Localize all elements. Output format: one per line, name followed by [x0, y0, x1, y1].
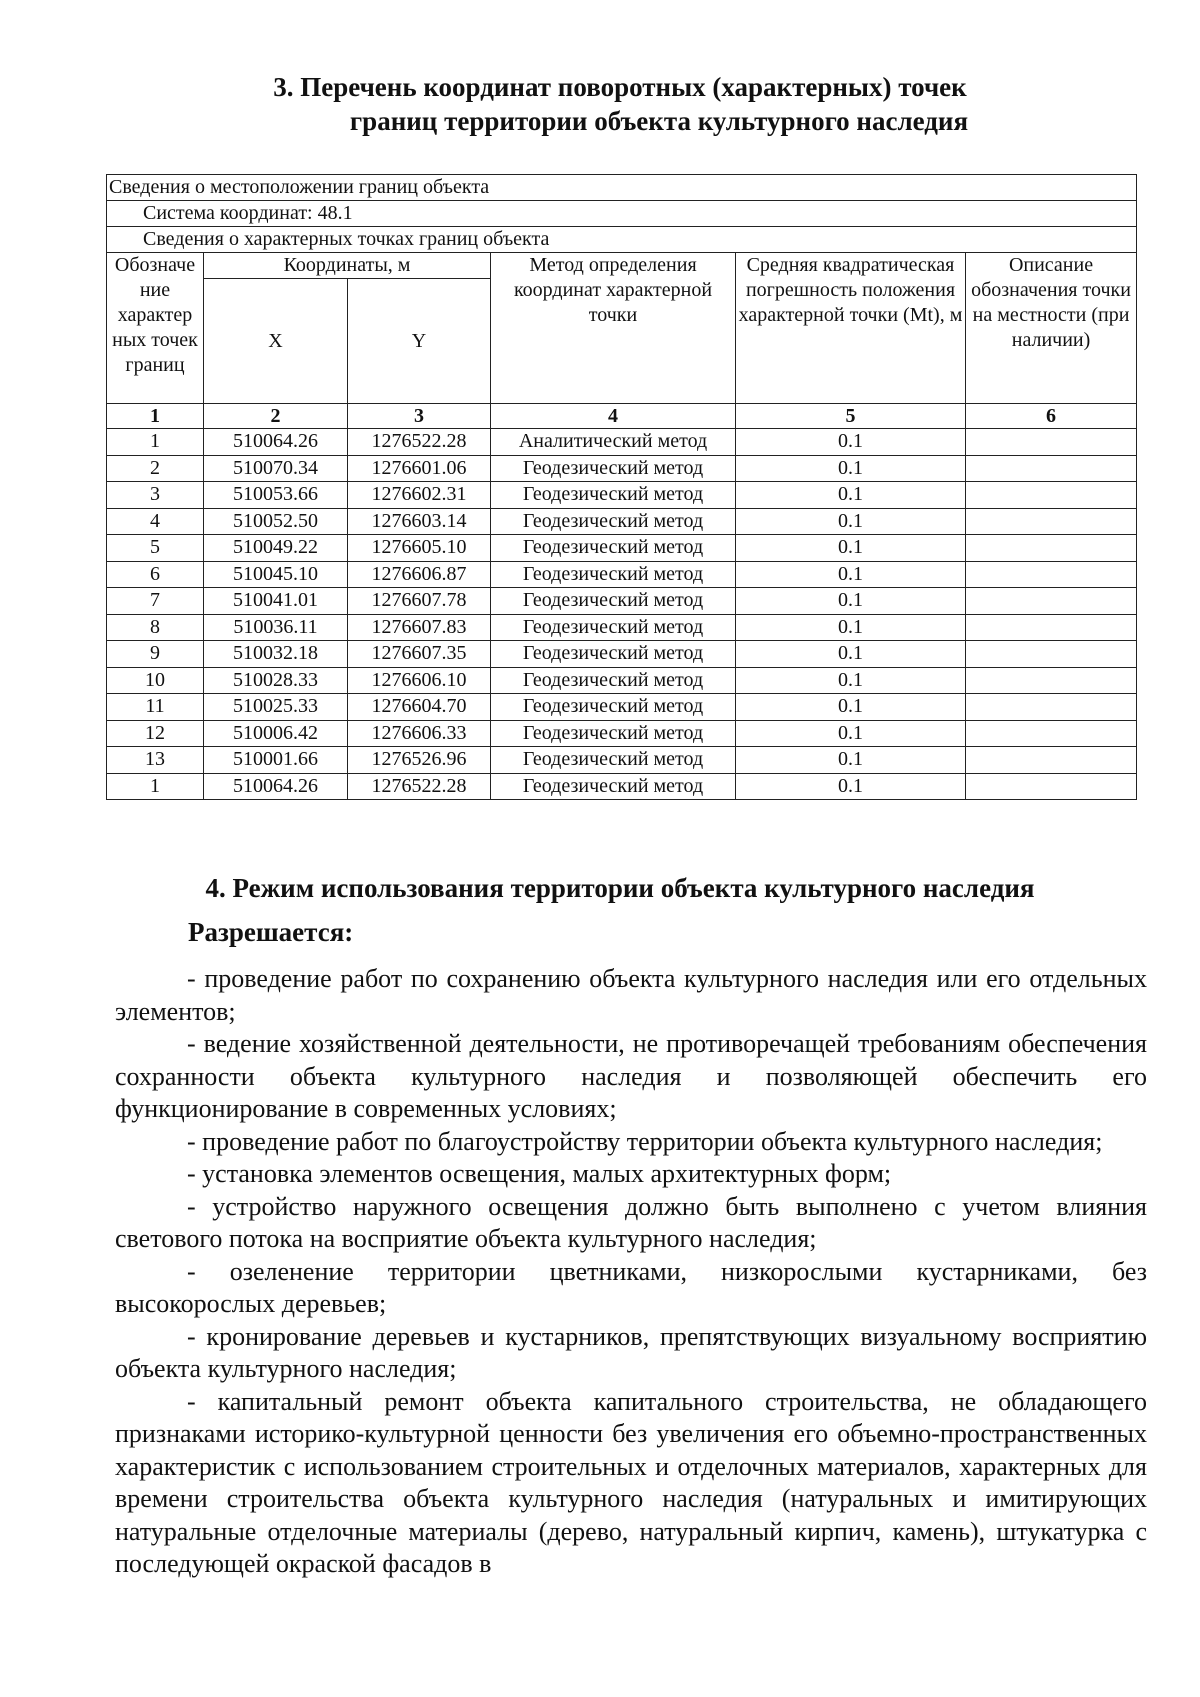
cell-method: Геодезический метод: [491, 641, 736, 668]
header-error: Средняя квадратическая погрешность положения характерной точки (Mt), м: [736, 253, 966, 404]
table-row: [107, 508, 1137, 535]
cell-x: 510045.10: [204, 561, 348, 588]
table-info-coord-system: Система координат: 48.1: [107, 201, 1137, 227]
allowed-item: - проведение работ по сохранению объекта культурного наследия или его отдельных элементов;: [115, 964, 1147, 1026]
cell-y: 1276602.31: [348, 482, 491, 509]
table-row: [107, 614, 1137, 641]
cell-desc: [966, 455, 1137, 482]
table-row: [107, 720, 1137, 747]
coordinates-table: [106, 174, 1137, 800]
cell-y: 1276607.35: [348, 641, 491, 668]
header-method: Метод определения координат характерной точки: [491, 253, 736, 404]
table-row: [107, 455, 1137, 482]
cell-desc: [966, 667, 1137, 694]
cell-desc: [966, 747, 1137, 774]
allowed-item: - ведение хозяйственной деятельности, не противоречащей требованиям обеспечения сохранности объекта культурного наследия и позволяющей обеспечить его функционирование в современных условиях;: [115, 1029, 1147, 1123]
cell-x: 510049.22: [204, 535, 348, 562]
cell-desc: [966, 535, 1137, 562]
cell-y: 1276526.96: [348, 747, 491, 774]
cell-desc: [966, 641, 1137, 668]
cell-y: 1276604.70: [348, 694, 491, 721]
column-number: 4: [491, 404, 736, 429]
cell-mt: 0.1: [736, 667, 966, 694]
table-info-location: Сведения о местоположении границ объекта: [107, 175, 1137, 201]
cell-mt: 0.1: [736, 773, 966, 800]
cell-point: 4: [107, 508, 204, 535]
cell-x: 510006.42: [204, 720, 348, 747]
cell-point: 11: [107, 694, 204, 721]
cell-mt: 0.1: [736, 455, 966, 482]
cell-x: 510028.33: [204, 667, 348, 694]
cell-point: 13: [107, 747, 204, 774]
table-row: [107, 588, 1137, 615]
cell-desc: [966, 614, 1137, 641]
cell-x: 510025.33: [204, 694, 348, 721]
cell-x: 510053.66: [204, 482, 348, 509]
section3-title-line1: 3. Перечень координат поворотных (характерных) точек: [273, 72, 967, 102]
table-info-points: Сведения о характерных точках границ объекта: [107, 227, 1137, 253]
cell-x: 510032.18: [204, 641, 348, 668]
cell-desc: [966, 773, 1137, 800]
cell-method: Геодезический метод: [491, 508, 736, 535]
cell-method: Аналитический метод: [491, 429, 736, 456]
cell-method: Геодезический метод: [491, 482, 736, 509]
allowed-item: - установка элементов освещения, малых архитектурных форм;: [187, 1159, 892, 1188]
cell-y: 1276605.10: [348, 535, 491, 562]
table-row: [107, 535, 1137, 562]
table-row: [107, 429, 1137, 456]
cell-point: 3: [107, 482, 204, 509]
cell-x: 510070.34: [204, 455, 348, 482]
cell-mt: 0.1: [736, 588, 966, 615]
cell-method: Геодезический метод: [491, 773, 736, 800]
column-number: 2: [204, 404, 348, 429]
section3-title-line2: границ территории объекта культурного наследия: [349, 106, 969, 136]
allowed-list: [115, 963, 1147, 1581]
cell-mt: 0.1: [736, 508, 966, 535]
cell-x: 510001.66: [204, 747, 348, 774]
cell-y: 1276603.14: [348, 508, 491, 535]
cell-point: 10: [107, 667, 204, 694]
table-row: [107, 561, 1137, 588]
cell-desc: [966, 482, 1137, 509]
cell-y: 1276607.83: [348, 614, 491, 641]
cell-y: 1276606.10: [348, 667, 491, 694]
cell-point: 8: [107, 614, 204, 641]
cell-y: 1276601.06: [348, 455, 491, 482]
cell-point: 2: [107, 455, 204, 482]
table-row: [107, 641, 1137, 668]
column-number: 6: [966, 404, 1137, 429]
cell-mt: 0.1: [736, 720, 966, 747]
header-x: X: [204, 279, 348, 404]
cell-mt: 0.1: [736, 747, 966, 774]
section4-title: 4. Режим использования территории объекта культурного наследия: [205, 873, 1035, 903]
cell-x: 510052.50: [204, 508, 348, 535]
allowed-item: - устройство наружного освещения должно быть выполнено с учетом влияния светового потока на восприятие объекта культурного наследия;: [115, 1191, 1147, 1253]
cell-point: 12: [107, 720, 204, 747]
cell-desc: [966, 429, 1137, 456]
cell-method: Геодезический метод: [491, 614, 736, 641]
cell-point: 7: [107, 588, 204, 615]
table-row: [107, 747, 1137, 774]
allowed-item: - кронирование деревьев и кустарников, препятствующих визуальному восприятию объекта культурного наследия;: [115, 1321, 1147, 1383]
cell-method: Геодезический метод: [491, 535, 736, 562]
cell-method: Геодезический метод: [491, 667, 736, 694]
cell-y: 1276522.28: [348, 773, 491, 800]
header-designation: Обозначе ние характер ных точек границ: [107, 253, 204, 404]
header-description: Описание обозначения точки на местности (при наличии): [966, 253, 1137, 404]
allowed-item: - капитальный ремонт объекта капитального строительства, не обладающего признаками историко-культурной ценности без увеличения его объемно-пространственных характеристик с использованием строительных и отделочных материалов, характерных для времени строительства объекта культурного наследия (натуральных и имитирующих натуральные отделочные материалы (дерево, натуральный кирпич, камень), штукатурка с последующей окраской фасадов в: [115, 1386, 1147, 1578]
cell-desc: [966, 720, 1137, 747]
cell-desc: [966, 588, 1137, 615]
table-row: [107, 773, 1137, 800]
cell-x: 510064.26: [204, 429, 348, 456]
cell-point: 9: [107, 641, 204, 668]
table-row: [107, 482, 1137, 509]
cell-y: 1276522.28: [348, 429, 491, 456]
table-row: [107, 667, 1137, 694]
cell-method: Геодезический метод: [491, 747, 736, 774]
cell-mt: 0.1: [736, 482, 966, 509]
table-row: [107, 694, 1137, 721]
allowed-label: Разрешается:: [188, 917, 354, 947]
column-number: 5: [736, 404, 966, 429]
cell-method: Геодезический метод: [491, 588, 736, 615]
cell-y: 1276607.78: [348, 588, 491, 615]
cell-mt: 0.1: [736, 561, 966, 588]
header-y: Y: [348, 279, 491, 404]
cell-point: 1: [107, 773, 204, 800]
cell-y: 1276606.33: [348, 720, 491, 747]
cell-point: 6: [107, 561, 204, 588]
cell-mt: 0.1: [736, 641, 966, 668]
header-coords: Координаты, м: [204, 253, 491, 279]
cell-point: 1: [107, 429, 204, 456]
cell-method: Геодезический метод: [491, 455, 736, 482]
column-number: 3: [348, 404, 491, 429]
allowed-item: - проведение работ по благоустройству территории объекта культурного наследия;: [187, 1126, 1103, 1156]
allowed-item: - озеленение территории цветниками, низкорослыми кустарниками, без высокорослых деревьев;: [115, 1256, 1147, 1318]
cell-method: Геодезический метод: [491, 694, 736, 721]
cell-mt: 0.1: [736, 694, 966, 721]
cell-mt: 0.1: [736, 535, 966, 562]
column-number: 1: [107, 404, 204, 429]
cell-x: 510064.26: [204, 773, 348, 800]
cell-desc: [966, 561, 1137, 588]
cell-method: Геодезический метод: [491, 720, 736, 747]
cell-mt: 0.1: [736, 614, 966, 641]
section3-title: [0, 70, 1200, 138]
cell-mt: 0.1: [736, 429, 966, 456]
cell-method: Геодезический метод: [491, 561, 736, 588]
cell-point: 5: [107, 535, 204, 562]
cell-x: 510041.01: [204, 588, 348, 615]
cell-desc: [966, 694, 1137, 721]
cell-desc: [966, 508, 1137, 535]
cell-x: 510036.11: [204, 614, 348, 641]
cell-y: 1276606.87: [348, 561, 491, 588]
